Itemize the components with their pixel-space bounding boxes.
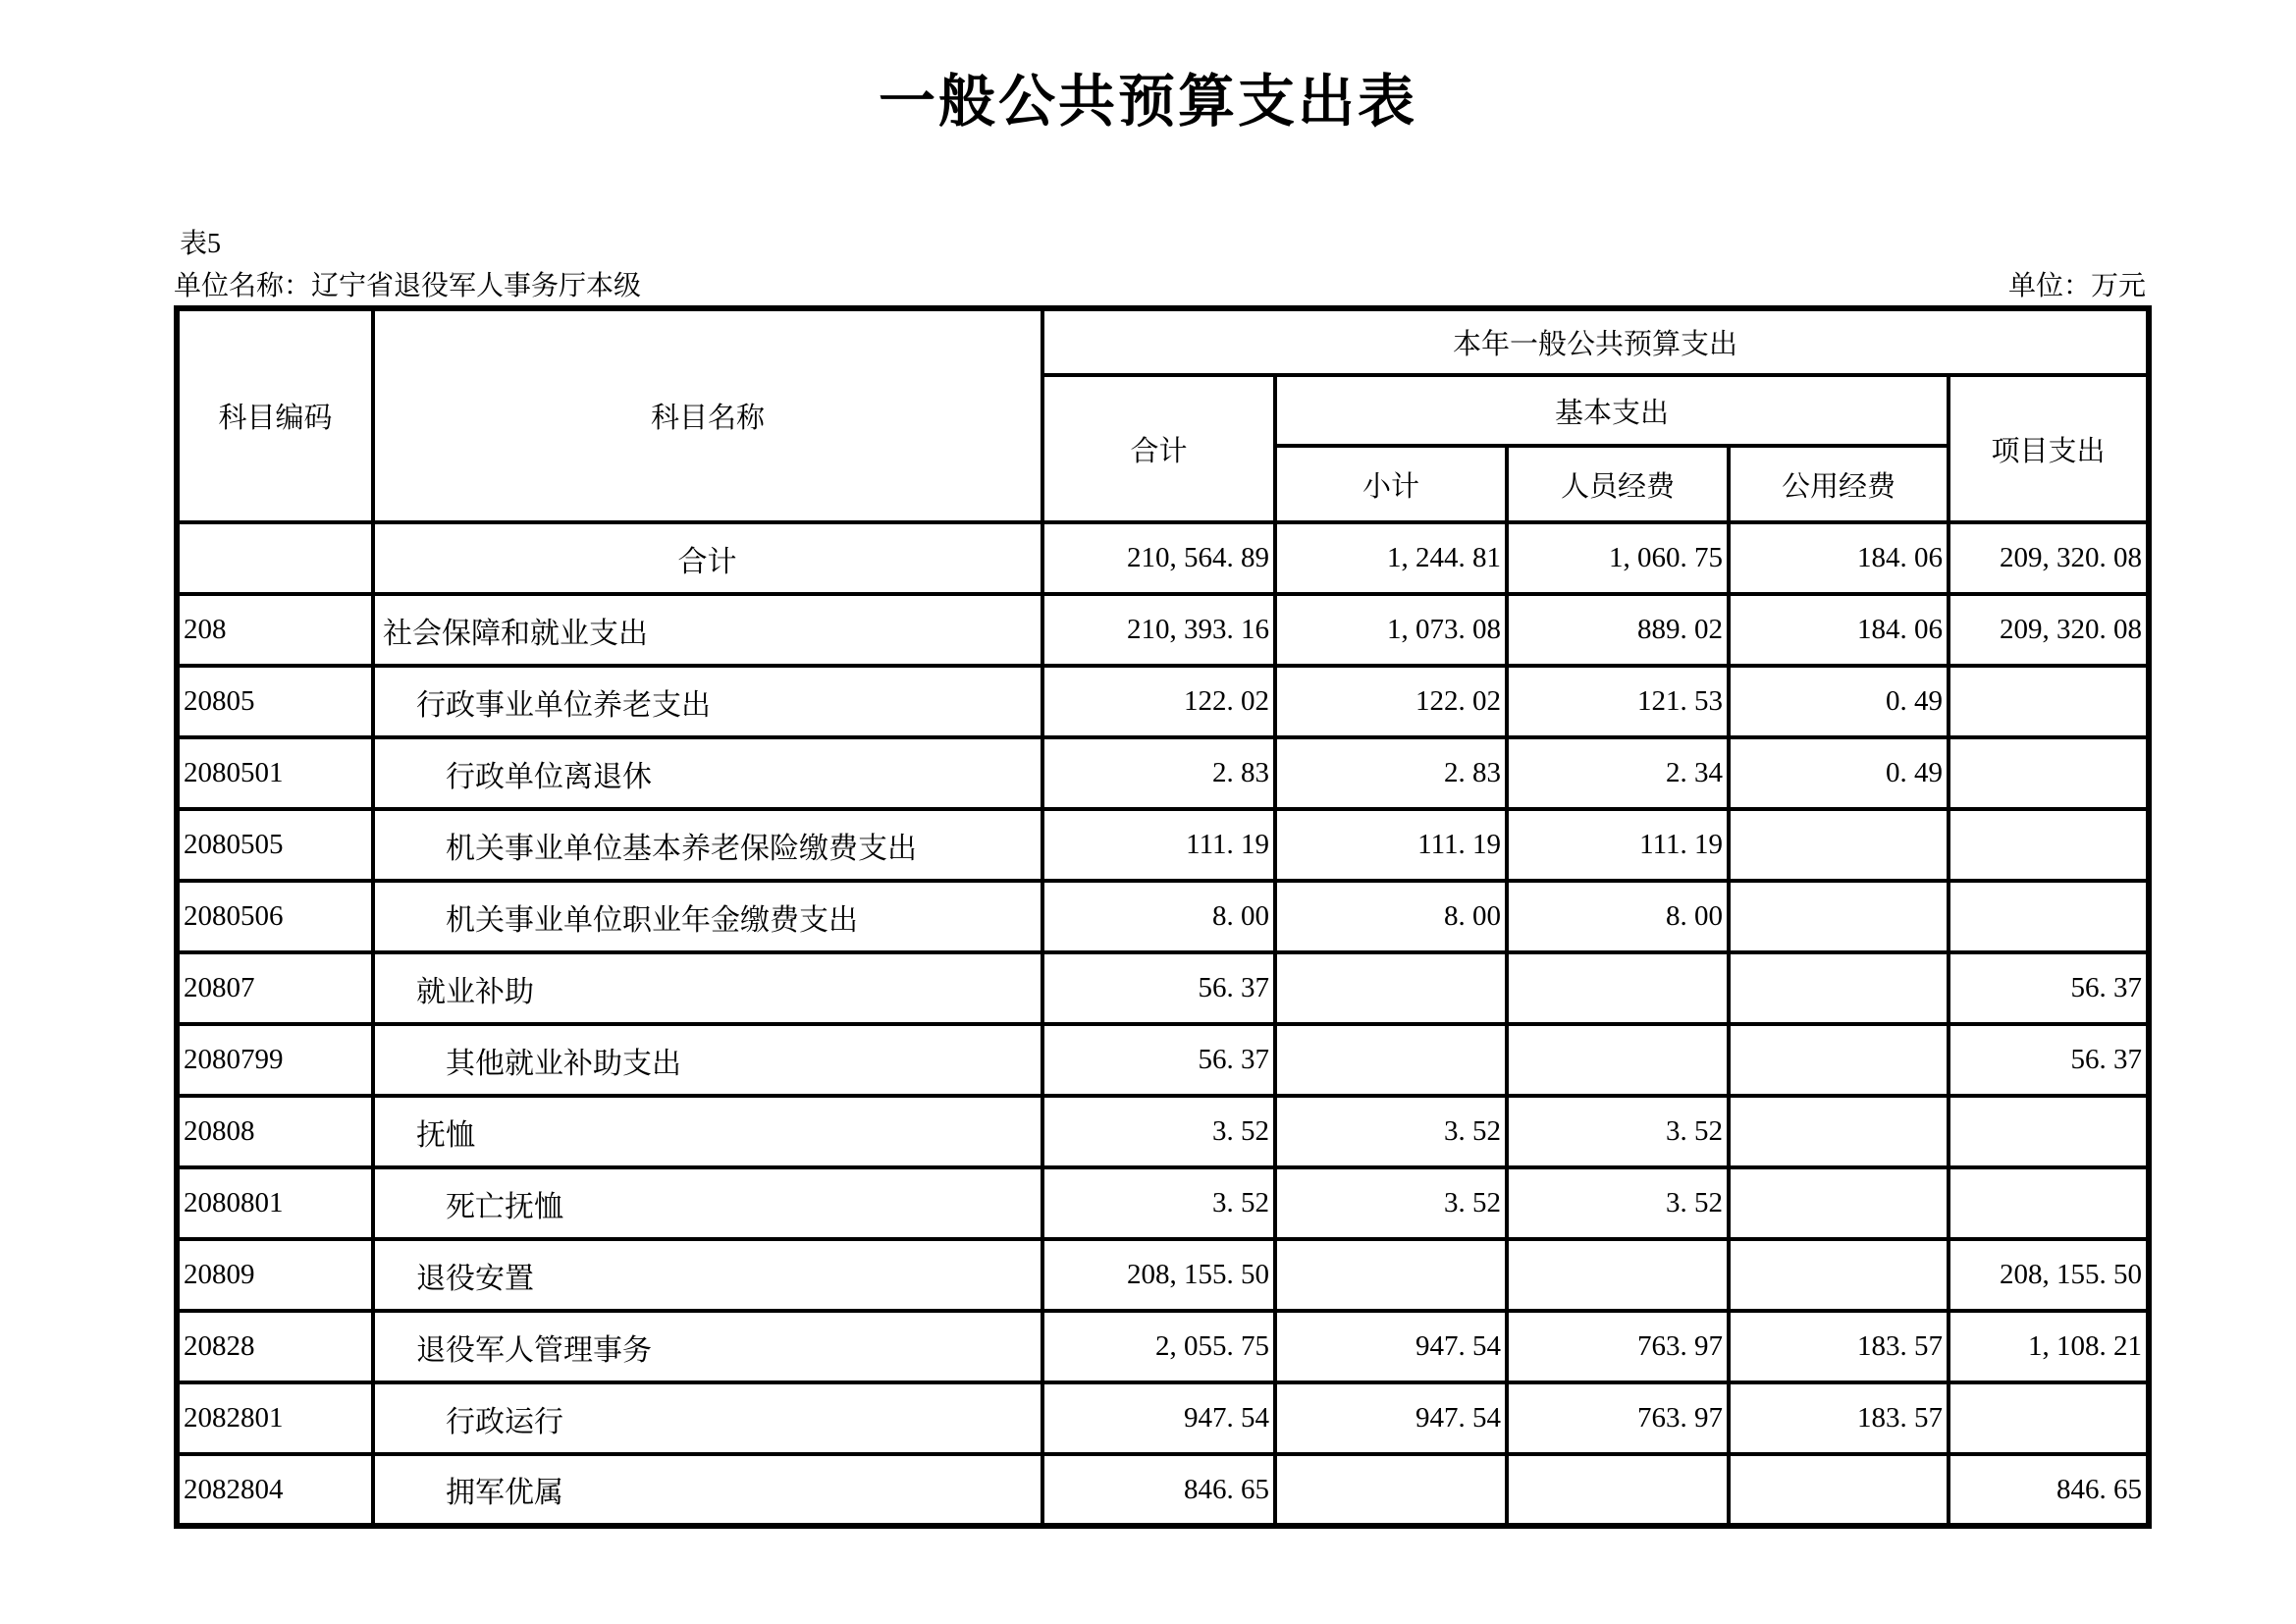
public-funds-cell: 183. 57 [1729,1382,1949,1454]
project-expenditure-cell [1949,881,2149,952]
table-row [177,1167,2149,1239]
public-funds-cell [1729,1239,1949,1311]
basic-subtotal-cell [1275,1024,1507,1096]
subject-code-cell: 20828 [177,1311,373,1382]
project-expenditure-cell: 56. 37 [1949,1024,2149,1096]
header-row-1 [177,308,2149,375]
table-number: 表5 [180,229,222,259]
total-cell: 208, 155. 50 [1042,1239,1275,1311]
basic-subtotal-cell: 122. 02 [1275,666,1507,737]
subject-name-cell: 拥军优属 [373,1454,1042,1526]
public-funds-cell [1729,1454,1949,1526]
subject-name-cell: 行政运行 [373,1382,1042,1454]
personnel-funds-cell: 111. 19 [1507,809,1729,881]
col-header-subject-code: 科目编码 [177,308,373,522]
public-funds-cell: 0. 49 [1729,737,1949,809]
subject-code-cell: 2080506 [177,881,373,952]
basic-subtotal-cell: 3. 52 [1275,1096,1507,1167]
personnel-funds-cell: 3. 52 [1507,1096,1729,1167]
total-cell: 2, 055. 75 [1042,1311,1275,1382]
subject-code-cell: 208 [177,594,373,666]
subject-name-cell: 退役军人管理事务 [373,1311,1042,1382]
subject-name-cell: 机关事业单位职业年金缴费支出 [373,881,1042,952]
subject-code-cell: 20805 [177,666,373,737]
table-row [177,881,2149,952]
total-cell: 111. 19 [1042,809,1275,881]
table-row [177,809,2149,881]
total-cell: 122. 02 [1042,666,1275,737]
col-header-basic-expenditure: 基本支出 [1275,375,1949,446]
subject-code-cell: 20809 [177,1239,373,1311]
subject-code-cell: 20808 [177,1096,373,1167]
basic-subtotal-cell [1275,952,1507,1024]
subject-name-cell: 行政事业单位养老支出 [373,666,1042,737]
table-row [177,1454,2149,1526]
project-expenditure-cell [1949,666,2149,737]
public-funds-cell: 184. 06 [1729,594,1949,666]
personnel-funds-cell [1507,1454,1729,1526]
public-funds-cell: 0. 49 [1729,666,1949,737]
col-header-subject-name: 科目名称 [373,308,1042,522]
personnel-funds-cell: 3. 52 [1507,1167,1729,1239]
project-expenditure-cell: 1, 108. 21 [1949,1311,2149,1382]
table-row [177,594,2149,666]
personnel-funds-cell [1507,1239,1729,1311]
subject-name-cell: 抚恤 [373,1096,1042,1167]
table-row [177,1311,2149,1382]
project-expenditure-cell: 846. 65 [1949,1454,2149,1526]
basic-subtotal-cell [1275,1454,1507,1526]
col-header-personnel-funds: 人员经费 [1507,446,1729,522]
table-row [177,1024,2149,1096]
total-cell: 56. 37 [1042,1024,1275,1096]
personnel-funds-cell: 763. 97 [1507,1382,1729,1454]
basic-subtotal-cell: 111. 19 [1275,809,1507,881]
page-title: 一般公共预算支出表 [878,70,1417,134]
table-header [177,308,2149,522]
total-cell: 56. 37 [1042,952,1275,1024]
table-row [177,666,2149,737]
col-header-public-funds: 公用经费 [1729,446,1949,522]
basic-subtotal-cell: 1, 073. 08 [1275,594,1507,666]
project-expenditure-cell: 209, 320. 08 [1949,594,2149,666]
personnel-funds-cell [1507,1024,1729,1096]
public-funds-cell [1729,952,1949,1024]
project-expenditure-cell: 208, 155. 50 [1949,1239,2149,1311]
subject-name-cell: 死亡抚恤 [373,1167,1042,1239]
total-cell: 3. 52 [1042,1167,1275,1239]
basic-subtotal-cell [1275,1239,1507,1311]
total-cell: 2. 83 [1042,737,1275,809]
public-funds-cell [1729,881,1949,952]
subject-name-cell: 合计 [373,522,1042,594]
table-row [177,522,2149,594]
public-funds-cell: 183. 57 [1729,1311,1949,1382]
subject-code-cell: 2080801 [177,1167,373,1239]
table-row [177,1096,2149,1167]
subject-code-cell: 2082804 [177,1454,373,1526]
subject-code-cell [177,522,373,594]
subject-code-cell: 2080799 [177,1024,373,1096]
subject-name-cell: 行政单位离退休 [373,737,1042,809]
subject-name-cell: 社会保障和就业支出 [373,594,1042,666]
basic-subtotal-cell: 1, 244. 81 [1275,522,1507,594]
public-funds-cell [1729,1167,1949,1239]
total-cell: 846. 65 [1042,1454,1275,1526]
total-cell: 8. 00 [1042,881,1275,952]
public-funds-cell: 184. 06 [1729,522,1949,594]
meta-row [174,264,2146,303]
currency-unit-label: 单位：万元 [2007,271,2146,301]
project-expenditure-cell [1949,809,2149,881]
col-header-project-expenditure: 项目支出 [1949,375,2149,522]
project-expenditure-cell: 56. 37 [1949,952,2149,1024]
public-funds-cell [1729,1024,1949,1096]
project-expenditure-cell [1949,1382,2149,1454]
basic-subtotal-cell: 2. 83 [1275,737,1507,809]
budget-table [174,305,2152,1529]
unit-name-label: 单位名称：辽宁省退役军人事务厅本级 [174,271,642,301]
subject-name-cell: 就业补助 [373,952,1042,1024]
subject-code-cell: 2080505 [177,809,373,881]
personnel-funds-cell: 121. 53 [1507,666,1729,737]
project-expenditure-cell [1949,1096,2149,1167]
table-body [177,522,2149,1526]
basic-subtotal-cell: 3. 52 [1275,1167,1507,1239]
subject-name-cell: 其他就业补助支出 [373,1024,1042,1096]
col-header-total: 合计 [1042,375,1275,522]
project-expenditure-cell: 209, 320. 08 [1949,522,2149,594]
public-funds-cell [1729,809,1949,881]
subject-code-cell: 2080501 [177,737,373,809]
total-cell: 947. 54 [1042,1382,1275,1454]
basic-subtotal-cell: 8. 00 [1275,881,1507,952]
total-cell: 210, 393. 16 [1042,594,1275,666]
basic-subtotal-cell: 947. 54 [1275,1382,1507,1454]
col-header-subtotal: 小计 [1275,446,1507,522]
col-header-current-year-expenditure: 本年一般公共预算支出 [1042,308,2149,375]
personnel-funds-cell: 889. 02 [1507,594,1729,666]
table-row [177,1239,2149,1311]
total-cell: 210, 564. 89 [1042,522,1275,594]
project-expenditure-cell [1949,737,2149,809]
project-expenditure-cell [1949,1167,2149,1239]
personnel-funds-cell: 1, 060. 75 [1507,522,1729,594]
basic-subtotal-cell: 947. 54 [1275,1311,1507,1382]
table-row [177,737,2149,809]
subject-code-cell: 2082801 [177,1382,373,1454]
subject-code-cell: 20807 [177,952,373,1024]
table-row [177,952,2149,1024]
subject-name-cell: 退役安置 [373,1239,1042,1311]
table-row [177,1382,2149,1454]
public-funds-cell [1729,1096,1949,1167]
total-cell: 3. 52 [1042,1096,1275,1167]
subject-name-cell: 机关事业单位基本养老保险缴费支出 [373,809,1042,881]
personnel-funds-cell: 8. 00 [1507,881,1729,952]
personnel-funds-cell: 763. 97 [1507,1311,1729,1382]
personnel-funds-cell [1507,952,1729,1024]
personnel-funds-cell: 2. 34 [1507,737,1729,809]
